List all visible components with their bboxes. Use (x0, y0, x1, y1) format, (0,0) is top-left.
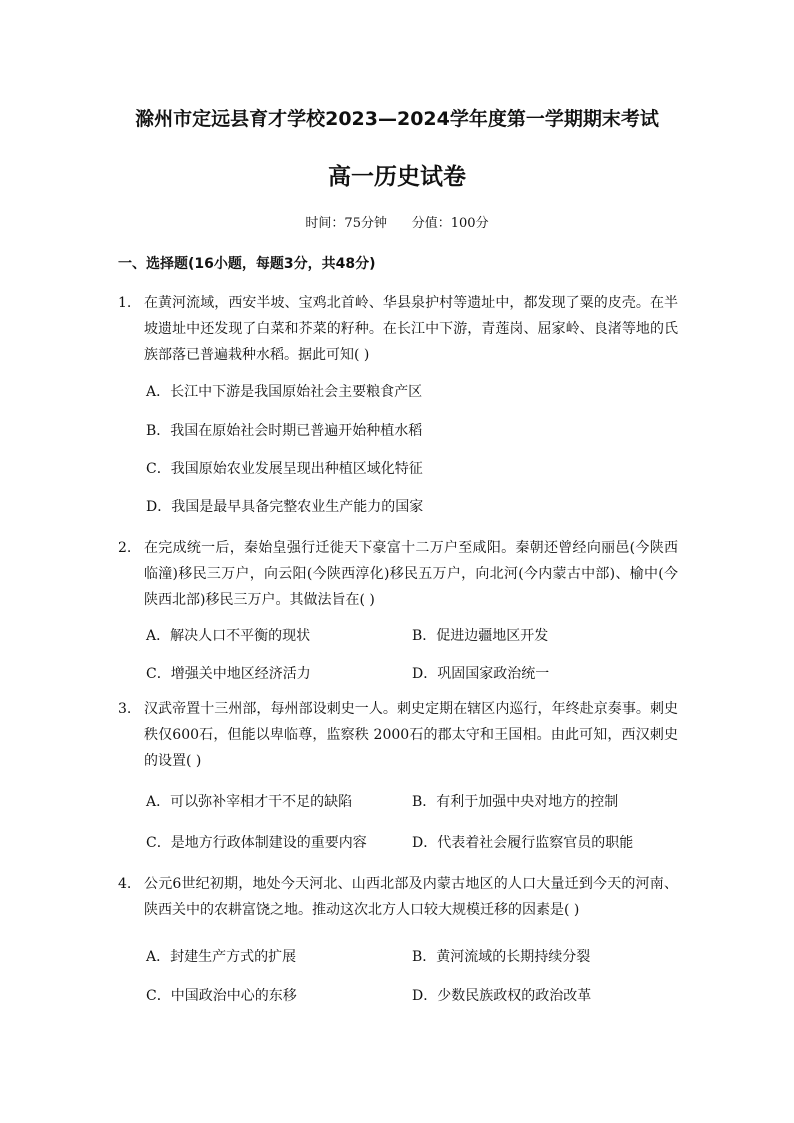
option-c: C．中国政治中心的东移 (146, 988, 297, 1004)
option-b: B．黄河流域的长期持续分裂 (412, 949, 591, 965)
question-stem: 汉武帝置十三州部，每州部设刺史一人。刺史定期在辖区内巡行，年终赴京奏事。刺史秩仅600石，但能以卑临尊，监察秩 2000石的郡太守和王国相。由此可知，西汉刺史的设置( ) (144, 701, 678, 769)
option-d: D．少数民族政权的政治改革 (412, 988, 592, 1004)
question-4 (118, 871, 678, 923)
option-d: D．代表着社会履行监察官员的职能 (412, 835, 634, 851)
question-stem: 在黄河流域，西安半坡、宝鸡北首岭、华县泉护村等遗址中，都发现了粟的皮壳。在半坡遗址中还发现了白菜和芥菜的籽种。在长江中下游，青莲岗、屈家岭、良渚等地的氏族部落已普遍栽种水稻。据此可知( ) (144, 295, 678, 363)
exam-subtitle: 高一历史试卷 (328, 164, 466, 190)
option-b: B．有利于加强中央对地方的控制 (412, 794, 619, 810)
option-d: D．巩固国家政治统一 (412, 666, 550, 682)
section-title: 一、选择题(16小题，每题3分，共48分) (118, 256, 376, 272)
option-b: B．促进边疆地区开发 (412, 628, 549, 644)
option-a: A．长江中下游是我国原始社会主要粮食产区 (146, 384, 423, 400)
option-a: A．解决人口不平衡的现状 (146, 628, 311, 644)
option-d: D．我国是最早具备完整农业生产能力的国家 (146, 499, 424, 515)
question-stem: 在完成统一后，秦始皇强行迁徙天下豪富十二万户至咸阳。秦朝还曾经向丽邑(今陕西临潼)移民三万户，向云阳(今陕西淳化)移民五万户，向北河(今内蒙古中部)、榆中(今陕西北部)移民三万户。其做法旨在( ) (144, 540, 678, 608)
question-1 (118, 290, 678, 368)
exam-title: 滁州市定远县育才学校2023—2024学年度第一学期期末考试 (135, 108, 659, 130)
option-c: C．我国原始农业发展呈现出种植区域化特征 (146, 461, 423, 477)
option-c: C．是地方行政体制建设的重要内容 (146, 835, 367, 851)
question-number: 2. (118, 540, 132, 556)
option-c: C．增强关中地区经济活力 (146, 666, 311, 682)
question-number: 1. (118, 295, 132, 311)
question-number: 4. (118, 876, 132, 892)
exam-meta: 时间：75分钟 分值：100分 (305, 216, 489, 231)
option-b: B．我国在原始社会时期已普遍开始种植水稻 (146, 423, 423, 439)
question-3 (118, 696, 678, 774)
question-stem: 公元6世纪初期，地处今天河北、山西北部及内蒙古地区的人口大量迁到今天的河南、陕西关中的农耕富饶之地。推动这次北方人口较大规模迁移的因素是( ) (144, 876, 678, 918)
option-a: A．封建生产方式的扩展 (146, 949, 297, 965)
question-2 (118, 535, 678, 613)
option-a: A．可以弥补宰相才干不足的缺陷 (146, 794, 353, 810)
question-number: 3. (118, 701, 132, 717)
